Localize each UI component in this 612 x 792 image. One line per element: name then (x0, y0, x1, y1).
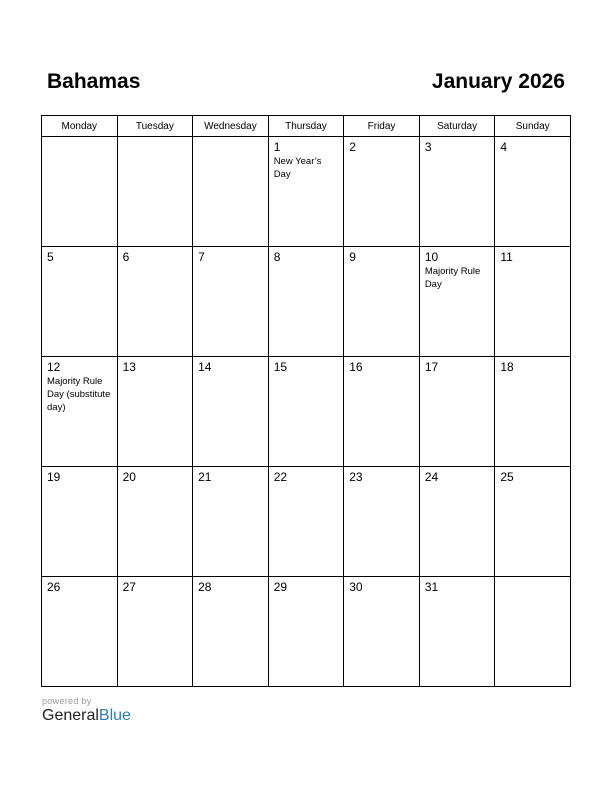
day-cell (42, 577, 118, 687)
week-row (42, 577, 571, 687)
week-row (42, 137, 571, 247)
day-cell (344, 357, 420, 467)
day-cell (344, 137, 420, 247)
day-cell (495, 137, 571, 247)
day-number: 4 (500, 140, 508, 154)
day-cell (419, 467, 495, 577)
country-title: Bahamas (47, 70, 141, 93)
day-cell (117, 467, 193, 577)
day-cell (193, 137, 269, 247)
day-number: 9 (349, 250, 356, 264)
day-cell (344, 247, 420, 357)
day-cell (193, 247, 269, 357)
day-number: 14 (198, 360, 212, 374)
day-number: 11 (500, 250, 513, 264)
day-cell (117, 137, 193, 247)
weekday-header-row (42, 116, 571, 137)
day-number: 28 (198, 580, 212, 594)
day-cell (268, 247, 344, 357)
weekday-header: Saturday (419, 116, 495, 137)
day-cell (193, 467, 269, 577)
day-cell (117, 357, 193, 467)
day-number: 10 (424, 250, 439, 264)
day-number: 23 (349, 470, 363, 484)
day-cell (42, 467, 118, 577)
day-cell (268, 467, 344, 577)
week-row (42, 247, 571, 357)
day-cell (419, 247, 495, 357)
day-cell (344, 577, 420, 687)
day-cell (268, 357, 344, 467)
day-number: 31 (424, 580, 439, 594)
day-number: 27 (122, 580, 136, 594)
day-cell (268, 577, 344, 687)
day-cell (419, 137, 495, 247)
calendar-grid (41, 115, 571, 687)
day-number: 8 (273, 250, 281, 264)
day-number: 1 (273, 140, 281, 154)
weekday-header: Sunday (495, 116, 571, 137)
powered-by-text: powered by (42, 696, 92, 706)
generalblue-logo[interactable] (42, 707, 131, 725)
weekday-header: Thursday (268, 116, 344, 137)
day-cell (495, 467, 571, 577)
day-cell (419, 357, 495, 467)
day-number: 18 (500, 360, 514, 374)
brand-part-blue: Blue (98, 707, 131, 724)
day-number: 26 (47, 580, 61, 594)
day-number: 19 (47, 470, 61, 484)
weekday-header: Wednesday (193, 116, 269, 137)
day-number: 3 (424, 140, 432, 154)
day-number: 16 (349, 360, 363, 374)
weekday-header: Friday (344, 116, 420, 137)
weekday-header: Tuesday (117, 116, 193, 137)
day-number: 15 (273, 360, 288, 374)
day-cell (193, 357, 269, 467)
week-row (42, 467, 571, 577)
day-cell (495, 577, 571, 687)
day-number: 29 (273, 580, 288, 594)
weekday-header: Monday (42, 116, 118, 137)
day-number: 13 (122, 360, 136, 374)
day-number: 25 (500, 470, 514, 484)
day-cell (344, 467, 420, 577)
day-number: 21 (198, 470, 212, 484)
month-year-title: January 2026 (431, 70, 565, 93)
day-cell (495, 357, 571, 467)
day-cell (193, 577, 269, 687)
holiday-label: Majority Rule Day (424, 266, 481, 290)
holiday-label: New Year’s Day (273, 156, 322, 180)
footer-branding (42, 696, 131, 725)
holiday-label: Majority Rule Day (substitute day) (47, 376, 111, 413)
day-number: 2 (349, 140, 356, 154)
day-number: 30 (349, 580, 363, 594)
day-cell (42, 137, 118, 247)
day-number: 5 (47, 250, 54, 264)
day-cell (117, 577, 193, 687)
day-cell (495, 247, 571, 357)
day-number: 6 (122, 250, 130, 264)
day-cell (268, 137, 344, 247)
day-cell (42, 357, 118, 467)
day-number: 24 (424, 470, 439, 484)
day-cell (117, 247, 193, 357)
brand-part-general: General (42, 707, 99, 724)
week-row (42, 357, 571, 467)
day-number: 20 (122, 470, 136, 484)
day-number: 7 (198, 250, 205, 264)
day-number: 17 (424, 360, 439, 374)
day-cell (42, 247, 118, 357)
day-number: 22 (273, 470, 288, 484)
day-cell (419, 577, 495, 687)
day-number: 12 (47, 360, 61, 374)
